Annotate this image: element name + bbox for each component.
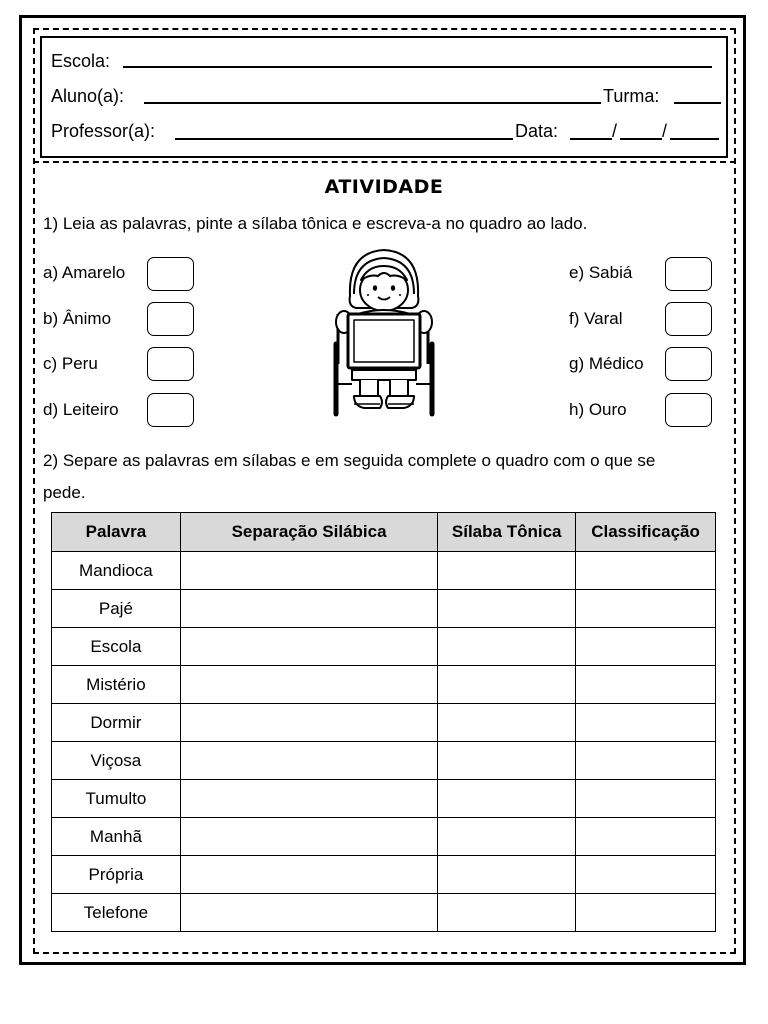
table-row bbox=[52, 628, 716, 666]
answer-box[interactable] bbox=[665, 393, 712, 427]
syllable-table bbox=[51, 512, 716, 932]
word-cell: Mandioca bbox=[52, 552, 181, 590]
answer-box[interactable] bbox=[147, 302, 194, 336]
word-cell: Manhã bbox=[52, 818, 181, 856]
class-label: Turma: bbox=[603, 86, 660, 106]
header-classification: Classificação bbox=[576, 513, 716, 552]
separation-cell[interactable] bbox=[180, 666, 437, 704]
table-row bbox=[52, 742, 716, 780]
classification-cell[interactable] bbox=[576, 704, 716, 742]
girl-illustration bbox=[328, 244, 440, 419]
table-row bbox=[52, 818, 716, 856]
separation-cell[interactable] bbox=[180, 628, 437, 666]
classification-cell[interactable] bbox=[576, 856, 716, 894]
answer-box[interactable] bbox=[665, 257, 712, 291]
separation-cell[interactable] bbox=[180, 552, 437, 590]
tonic-cell[interactable] bbox=[438, 780, 576, 818]
word-item: g) Médico bbox=[569, 354, 644, 373]
table-row bbox=[52, 666, 716, 704]
table-row bbox=[52, 780, 716, 818]
table-row bbox=[52, 552, 716, 590]
word-cell: Pajé bbox=[52, 590, 181, 628]
table-header-row bbox=[52, 513, 716, 552]
classification-cell[interactable] bbox=[576, 742, 716, 780]
section-divider bbox=[33, 161, 736, 163]
school-field[interactable] bbox=[123, 66, 712, 68]
answer-box[interactable] bbox=[665, 302, 712, 336]
tonic-cell[interactable] bbox=[438, 742, 576, 780]
word-item: a) Amarelo bbox=[43, 263, 126, 282]
tonic-cell[interactable] bbox=[438, 894, 576, 932]
date-day-field[interactable] bbox=[570, 138, 612, 140]
separation-cell[interactable] bbox=[180, 742, 437, 780]
classification-cell[interactable] bbox=[576, 666, 716, 704]
header-separation: Separação Silábica bbox=[180, 513, 437, 552]
word-item: b) Ânimo bbox=[43, 309, 112, 328]
question-2-instruction-continued: pede. bbox=[43, 483, 86, 502]
tonic-cell[interactable] bbox=[438, 704, 576, 742]
classification-cell[interactable] bbox=[576, 894, 716, 932]
date-label: Data: bbox=[515, 121, 559, 141]
classification-cell[interactable] bbox=[576, 780, 716, 818]
date-separator: / bbox=[612, 121, 618, 141]
word-item: f) Varal bbox=[569, 309, 623, 328]
date-year-field[interactable] bbox=[670, 138, 719, 140]
word-cell: Mistério bbox=[52, 666, 181, 704]
separation-cell[interactable] bbox=[180, 590, 437, 628]
separation-cell[interactable] bbox=[180, 856, 437, 894]
word-cell: Telefone bbox=[52, 894, 181, 932]
date-separator: / bbox=[662, 121, 668, 141]
page-title: ATIVIDADE bbox=[324, 176, 444, 198]
tonic-cell[interactable] bbox=[438, 590, 576, 628]
answer-box[interactable] bbox=[147, 393, 194, 427]
table-row bbox=[52, 590, 716, 628]
student-label: Aluno(a): bbox=[51, 86, 125, 106]
school-label: Escola: bbox=[51, 51, 111, 71]
classification-cell[interactable] bbox=[576, 552, 716, 590]
teacher-field[interactable] bbox=[175, 138, 513, 140]
word-item: d) Leiteiro bbox=[43, 400, 119, 419]
classification-cell[interactable] bbox=[576, 628, 716, 666]
word-cell: Dormir bbox=[52, 704, 181, 742]
date-month-field[interactable] bbox=[620, 138, 662, 140]
word-cell: Tumulto bbox=[52, 780, 181, 818]
classification-cell[interactable] bbox=[576, 818, 716, 856]
table-row bbox=[52, 856, 716, 894]
tonic-cell[interactable] bbox=[438, 628, 576, 666]
word-cell: Viçosa bbox=[52, 742, 181, 780]
table-row bbox=[52, 894, 716, 932]
separation-cell[interactable] bbox=[180, 894, 437, 932]
classification-cell[interactable] bbox=[576, 590, 716, 628]
tonic-cell[interactable] bbox=[438, 666, 576, 704]
class-field[interactable] bbox=[674, 102, 721, 104]
separation-cell[interactable] bbox=[180, 780, 437, 818]
word-item: c) Peru bbox=[43, 354, 98, 373]
tonic-cell[interactable] bbox=[438, 856, 576, 894]
header-word: Palavra bbox=[52, 513, 181, 552]
tonic-cell[interactable] bbox=[438, 552, 576, 590]
answer-box[interactable] bbox=[147, 257, 194, 291]
student-field[interactable] bbox=[144, 102, 601, 104]
teacher-label: Professor(a): bbox=[51, 121, 156, 141]
answer-box[interactable] bbox=[147, 347, 194, 381]
separation-cell[interactable] bbox=[180, 818, 437, 856]
answer-box[interactable] bbox=[665, 347, 712, 381]
tonic-cell[interactable] bbox=[438, 818, 576, 856]
word-item: e) Sabiá bbox=[569, 263, 633, 282]
separation-cell[interactable] bbox=[180, 704, 437, 742]
word-cell: Escola bbox=[52, 628, 181, 666]
word-item: h) Ouro bbox=[569, 400, 627, 419]
header-tonic-syllable: Sílaba Tônica bbox=[438, 513, 576, 552]
question-2-instruction: 2) Separe as palavras em sílabas e em seguida complete o quadro com o que se bbox=[43, 451, 656, 470]
table-row bbox=[52, 704, 716, 742]
word-cell: Própria bbox=[52, 856, 181, 894]
question-1-instruction: 1) Leia as palavras, pinte a sílaba tônica e escreva-a no quadro ao lado. bbox=[43, 214, 588, 233]
